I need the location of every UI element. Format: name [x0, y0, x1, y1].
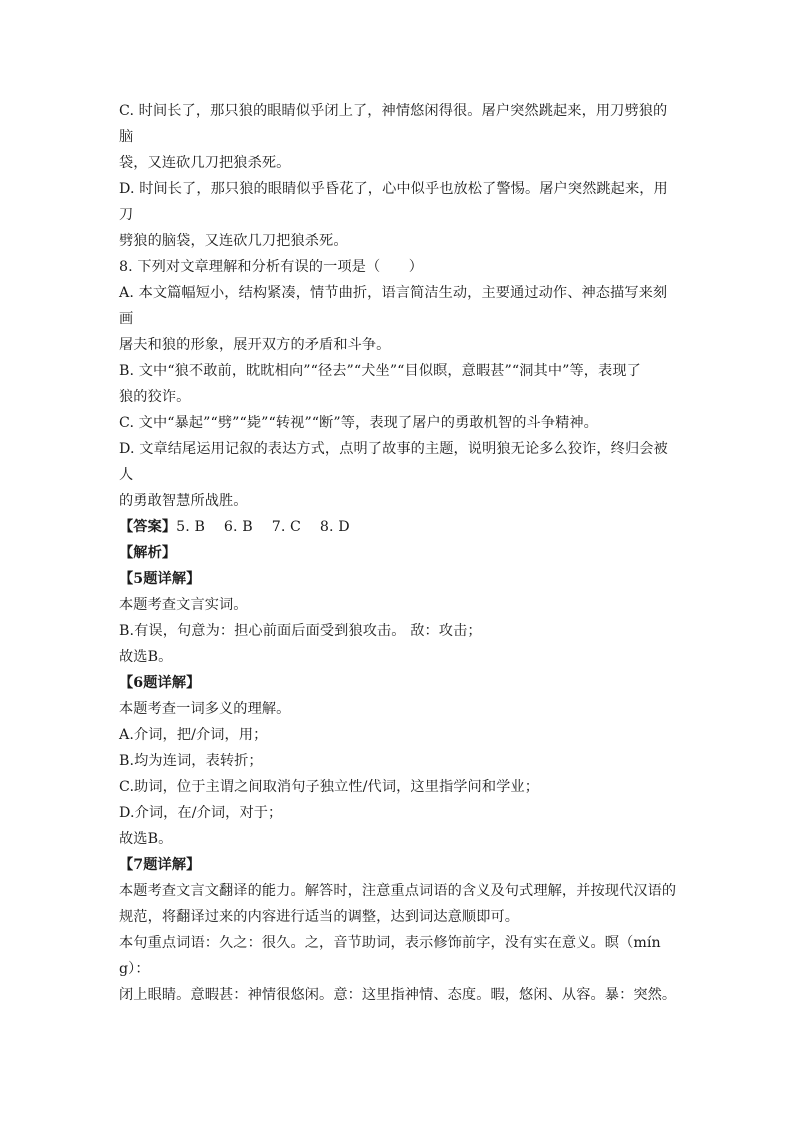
q8-option-a-line2: 屠夫和狼的形象，展开双方的矛盾和斗争。 [119, 337, 391, 353]
q8-option-c: C. 文中“暴起”“劈”“毙”“转视”“断”等，表现了屠户的勇敢机智的斗争精神。 [119, 415, 598, 431]
q8-option-d-line2: 的勇敢智慧所战胜。 [119, 493, 248, 509]
answer-values: 5. B 6. B 7. C 8. D [176, 519, 350, 535]
q7-line1: 本题考查文言文翻译的能力。解答时，注意重点词语的含义及句式理解，并按现代汉语的 [119, 883, 677, 899]
q7-heading: 【7题详解】 [119, 857, 201, 873]
document-page [119, 98, 679, 1008]
analysis-heading: 【解析】 [119, 545, 177, 561]
q8-stem: 8. 下列对文章理解和分析有误的一项是（ ） [119, 259, 424, 275]
q6-line6: 故选B。 [119, 831, 173, 847]
q6-line2: A.介词，把/介词，用； [119, 727, 268, 743]
answer-label: 【答案】 [119, 519, 177, 535]
q8-option-b-line1: B. 文中“狼不敢前，眈眈相向”“径去”“犬坐”“目似瞑，意暇甚”“洞其中”等，表现了 [119, 363, 641, 379]
q6-heading: 【6题详解】 [119, 675, 201, 691]
answer-line [119, 514, 679, 540]
q5-line1: 本题考查文言实词。 [119, 597, 248, 613]
q5-line2: B.有误，句意为：担心前面后面受到狼攻击。 敌：攻击； [119, 623, 482, 639]
q7-line3: 本句重点词语：久之：很久。之，音节助词，表示修饰前字，没有实在意义。瞑（míng）： [119, 935, 661, 977]
q7-option-c-line2: 袋，又连砍几刀把狼杀死。 [119, 155, 291, 171]
q8-option-a-line1: A. 本文篇幅短小，结构紧凑，情节曲折，语言简洁生动，主要通过动作、神态描写来刻画 [119, 285, 668, 327]
q6-line4: C.助词，位于主谓之间取消句子独立性/代词，这里指学问和学业； [119, 779, 539, 795]
q8-option-d-line1: D. 文章结尾运用记叙的表达方式，点明了故事的主题，说明狼无论多么狡诈，终归会被人 [119, 441, 668, 483]
q5-line3: 故选B。 [119, 649, 173, 665]
q7-option-d-line2: 劈狼的脑袋，又连砍几刀把狼杀死。 [119, 233, 348, 249]
q7-line4: 闭上眼睛。意暇甚：神情很悠闲。意：这里指神情、态度。暇，悠闲、从容。暴：突然。 [119, 987, 677, 1003]
q8-option-b-line2: 狼的狡诈。 [119, 389, 191, 405]
q7-line2: 规范，将翻译过来的内容进行适当的调整，达到词达意顺即可。 [119, 909, 520, 925]
q6-line1: 本题考查一词多义的理解。 [119, 701, 291, 717]
q7-option-c-line1: C. 时间长了，那只狼的眼睛似乎闭上了，神情悠闲得很。屠户突然跳起来，用刀劈狼的脑 [119, 103, 668, 145]
q6-line3: B.均为连词，表转折； [119, 753, 263, 769]
q7-option-d-line1: D. 时间长了，那只狼的眼睛似乎昏花了，心中似乎也放松了警惕。屠户突然跳起来，用刀 [119, 181, 668, 223]
q5-heading: 【5题详解】 [119, 571, 201, 587]
q6-line5: D.介词，在/介词，对于； [119, 805, 283, 821]
